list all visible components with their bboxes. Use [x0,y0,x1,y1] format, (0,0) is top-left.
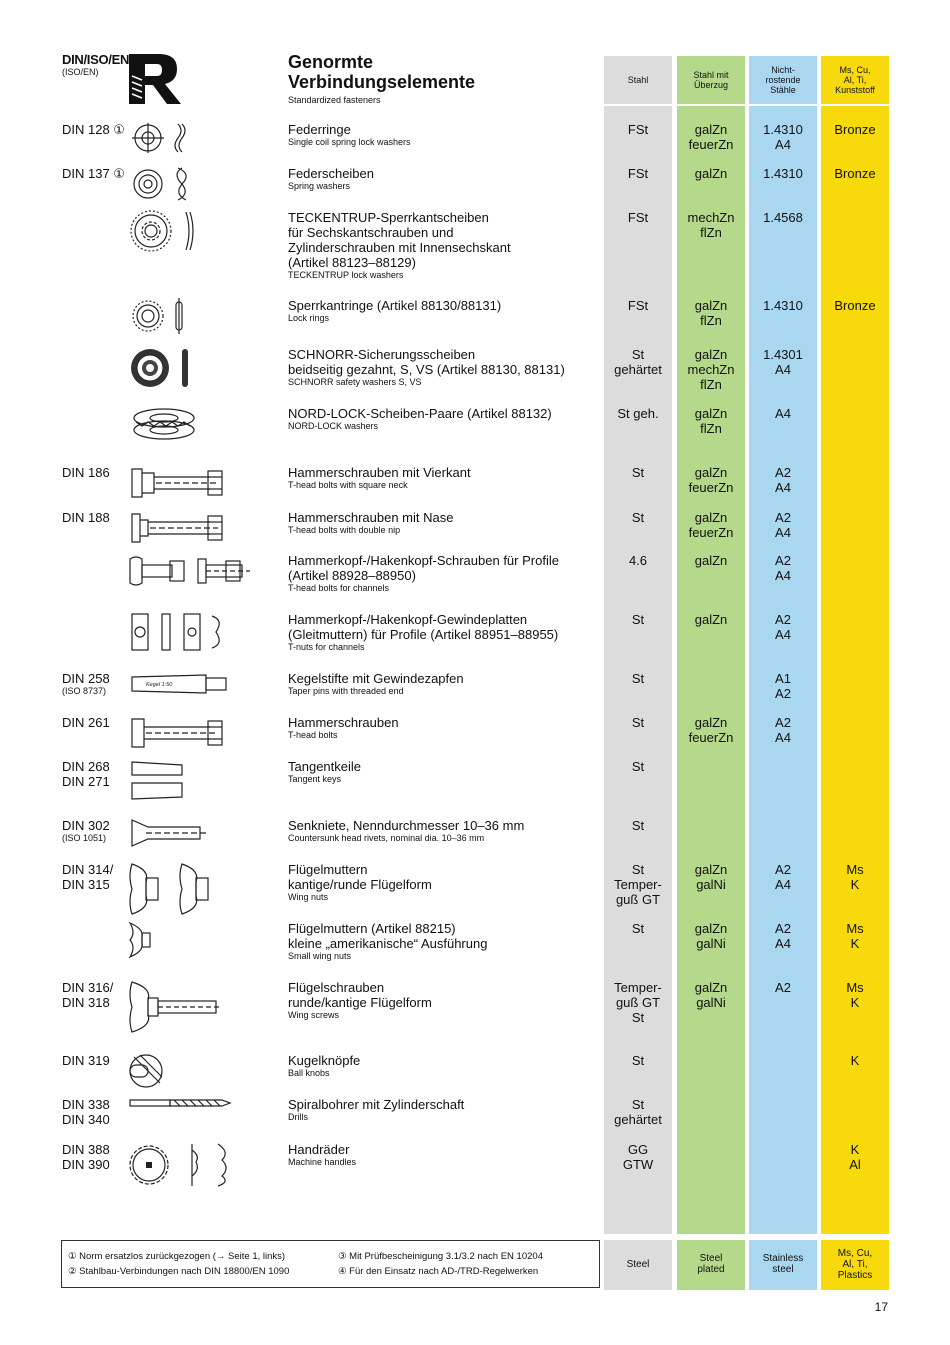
cell-stainless: A1 A2 [775,671,791,701]
row-title: Spiralbohrer mit Zylinderschaft [288,1097,465,1112]
row-english: T-head bolts with square neck [288,480,408,490]
cell-steel: St gehärtet [614,1097,662,1127]
din-number: DIN 137 ① [62,166,125,181]
row-title: Handräder [288,1142,350,1157]
brand-label: DIN/ISO/EN [62,52,130,67]
row-english: TECKENTRUP lock washers [288,270,404,280]
lock-ring-icon [126,296,196,341]
cell-nonferrous: Bronze [834,122,876,137]
cell-stainless: A2 A4 [775,465,791,495]
cell-nonferrous: Ms K [846,862,864,892]
footnote-3: ③ Mit Prüfbescheinigung 3.1/3.2 nach EN 10204 [338,1251,543,1262]
cell-steel: St [631,1053,645,1068]
din-number: DIN 261 [62,715,110,730]
cell-stainless: A2 A4 [775,612,791,642]
row-title: Hammerschrauben mit Vierkant [288,465,471,480]
cell-stainless: A2 A4 [775,553,791,583]
din-number: DIN 319 [62,1053,110,1068]
cell-nonferrous: Bronze [834,166,876,181]
countersunk-rivet-icon [126,816,216,855]
row-title: Tangentkeile [288,759,361,774]
row-english: Taper pins with threaded end [288,686,404,696]
row-english: Drills [288,1112,308,1122]
row-english: Tangent keys [288,774,342,784]
spring-washer-icon [126,120,196,161]
cell-stainless: 1.4310 [763,298,803,313]
taper-pin-icon [126,669,236,704]
cell-steel: St [631,818,645,833]
row-english: Lock rings [288,313,330,323]
cell-stainless: 1.4568 [763,210,803,225]
row-description [288,122,598,148]
row-english: SCHNORR safety washers S, VS [288,377,422,387]
cell-steel: Temper- guß GT St [614,980,662,1025]
nord-lock-washer-icon [126,404,196,451]
row-description [288,759,598,785]
row-english: T-head bolts [288,730,338,740]
footnote-1: ① Norm ersatzlos zurückgezogen (→ Seite 1, links) [68,1251,286,1262]
din-number: DIN 188 [62,510,110,525]
din-number: DIN 316/ DIN 318 [62,980,114,1010]
row-description [288,465,598,491]
cell-nonferrous: Ms K [846,980,864,1010]
cell-stainless: 1.4310 A4 [763,122,803,152]
row-description [288,1097,598,1123]
cell-steel: St [631,671,645,686]
row-description [288,166,598,192]
schnorr-washer-icon [126,345,196,396]
cell-nonferrous: K [850,1053,860,1068]
wing-screw-icon [126,978,226,1041]
cell-stainless: A2 A4 [775,510,791,540]
cell-plated: galZn galNi [694,921,728,951]
cell-steel: St [631,612,645,627]
cell-nonferrous: Ms K [846,921,864,951]
row-title: Kegelstifte mit Gewindezapfen [288,671,464,686]
din-iso: (ISO 8737) [62,686,107,696]
din-number [62,671,110,697]
row-description [288,1142,598,1168]
cell-plated: galZn [694,166,728,181]
cell-stainless: A2 A4 [775,921,791,951]
row-title: NORD-LOCK-Scheiben-Paare (Artikel 88132) [288,406,552,421]
row-description [288,510,598,536]
cell-steel: St geh. [617,406,659,421]
row-title: Hammerschrauben [288,715,399,730]
row-description [288,671,598,697]
wing-nut-icon [126,860,226,923]
cell-plated: galZn [694,553,728,568]
cell-plated: galZn feuerZn [688,510,734,540]
row-title: Federringe [288,122,351,137]
t-head-bolt-nip-icon [126,508,226,553]
cell-steel: St [631,715,645,730]
row-english: Ball knobs [288,1068,330,1078]
row-english: Single coil spring lock washers [288,137,411,147]
din-iso: (ISO 1051) [62,833,107,843]
cell-steel: St [631,921,645,936]
column-footer-steel: Steel [626,1258,650,1270]
row-title: Hammerkopf-/Hakenkopf-Schrauben für Profile (Artikel 88928–88950) [288,553,559,583]
row-description [288,553,598,594]
column-plated-bg [677,56,745,1290]
row-description [288,347,598,388]
row-description [288,210,598,281]
din-number: DIN 338 DIN 340 [62,1097,110,1127]
row-title: Hammerschrauben mit Nase [288,510,454,525]
row-english: Spring washers [288,181,351,191]
handwheel-icon [126,1140,236,1195]
ball-knob-icon [126,1051,176,1096]
cell-nonferrous: K Al [849,1142,861,1172]
cell-plated: mechZn flZn [687,210,735,240]
column-footer-plated: Steel plated [697,1253,725,1275]
pin-label: Kegel 1:50 [146,682,173,688]
din-number: DIN 128 ① [62,122,125,137]
cell-stainless: A2 A4 [775,862,791,892]
din-number [62,818,110,844]
row-title: Federscheiben [288,166,374,181]
small-wing-nut-icon [126,919,176,964]
column-footer-nonferrous: Ms, Cu, Al, Ti, Plastics [837,1247,873,1281]
cell-plated: galZn flZn [694,298,728,328]
row-title: Senkniete, Nenndurchmesser 10–36 mm [288,818,525,833]
column-header-nonferrous: Ms, Cu, Al, Ti, Kunststoff [821,56,889,106]
page-number: 17 [874,1300,888,1314]
cell-steel: St [631,465,645,480]
cell-stainless: 1.4301 A4 [763,347,803,377]
page-title: Genormte Verbindungselemente [288,52,476,92]
cell-steel: FSt [627,122,649,137]
cell-plated: galZn galNi [694,980,728,1010]
cell-steel: St Temper- guß GT [614,862,662,907]
din-main: DIN 302 [62,818,110,833]
row-title: Flügelschrauben runde/kantige Flügelform [288,980,432,1010]
column-footer-stainless: Stainless steel [762,1253,804,1275]
t-nut-icon [126,610,236,659]
row-description [288,298,598,324]
column-header-plated: Stahl mit Überzug [677,56,745,106]
footnote-box [61,1240,600,1288]
row-title: Flügelmuttern kantige/runde Flügelform [288,862,432,892]
page-subtitle: Standardized fasteners [288,95,381,105]
cell-stainless: A4 [775,406,791,421]
row-english: Wing nuts [288,892,329,902]
row-title: Kugelknöpfe [288,1053,361,1068]
cell-steel: FSt [627,166,649,181]
row-title: TECKENTRUP-Sperrkantscheiben für Sechskantschrauben und Zylinderschrauben mit Innensechskant (Artikel 88123–88129) [288,210,511,270]
row-english: T-head bolts for channels [288,583,390,593]
row-description [288,980,598,1021]
row-title: Sperrkantringe (Artikel 88130/88131) [288,298,502,313]
row-description [288,612,598,653]
din-number: DIN 186 [62,465,110,480]
row-english: Machine handles [288,1157,357,1167]
row-english: Countersunk head rivets, nominal dia. 10–36 mm [288,833,485,843]
row-english: T-head bolts with double nip [288,525,401,535]
row-english: NORD-LOCK washers [288,421,379,431]
footnote-2: ② Stahlbau-Verbindungen nach DIN 18800/EN 1090 [68,1266,290,1277]
cell-plated: galZn feuerZn [688,715,734,745]
cell-nonferrous: Bronze [834,298,876,313]
column-header-stainless: Nicht- rostende Stähle [749,56,817,106]
din-main: DIN 258 [62,671,110,686]
cell-steel: 4.6 [628,553,648,568]
row-description [288,1053,598,1079]
channel-bolt-icon [126,551,256,596]
cell-steel: St [631,510,645,525]
hammer-bolt-icon [126,713,226,758]
row-english: Small wing nuts [288,951,352,961]
cell-stainless: A2 [775,980,791,995]
cell-stainless: 1.4310 [763,166,803,181]
row-description [288,921,598,962]
twist-drill-icon [126,1095,236,1120]
company-logo [129,54,181,111]
cell-steel: St [631,759,645,774]
toothed-lock-washer-icon [126,208,198,259]
din-number: DIN 388 DIN 390 [62,1142,110,1172]
tangent-key-icon [126,757,196,808]
cell-plated: galZn feuerZn [688,465,734,495]
cell-plated: galZn feuerZn [688,122,734,152]
row-english: Wing screws [288,1010,340,1020]
curved-washer-icon [126,164,196,209]
t-head-bolt-icon [126,463,226,508]
cell-steel: FSt [627,210,649,225]
cell-steel: GG GTW [622,1142,654,1172]
cell-plated: galZn [694,612,728,627]
cell-steel: FSt [627,298,649,313]
cell-steel: St gehärtet [614,347,662,377]
row-description [288,406,598,432]
cell-stainless: A2 A4 [775,715,791,745]
row-title: Flügelmuttern (Artikel 88215) kleine „amerikanische“ Ausführung [288,921,488,951]
cell-plated: galZn mechZn flZn [687,347,735,392]
row-title: SCHNORR-Sicherungsscheiben beidseitig gezahnt, S, VS (Artikel 88130, 88131) [288,347,565,377]
row-english: T-nuts for channels [288,642,365,652]
cell-plated: galZn flZn [694,406,728,436]
footnote-4: ④ Für den Einsatz nach AD-/TRD-Regelwerken [338,1266,539,1277]
din-number: DIN 314/ DIN 315 [62,862,114,892]
column-nonferrous-bg [821,56,889,1290]
row-description [288,818,598,844]
brand-sublabel: (ISO/EN) [62,67,99,77]
row-description [288,862,598,903]
row-description [288,715,598,741]
cell-plated: galZn galNi [694,862,728,892]
din-number: DIN 268 DIN 271 [62,759,110,789]
row-title: Hammerkopf-/Hakenkopf-Gewindeplatten (Gleitmuttern) für Profile (Artikel 88951–88955) [288,612,559,642]
column-header-steel: Stahl [604,56,672,106]
